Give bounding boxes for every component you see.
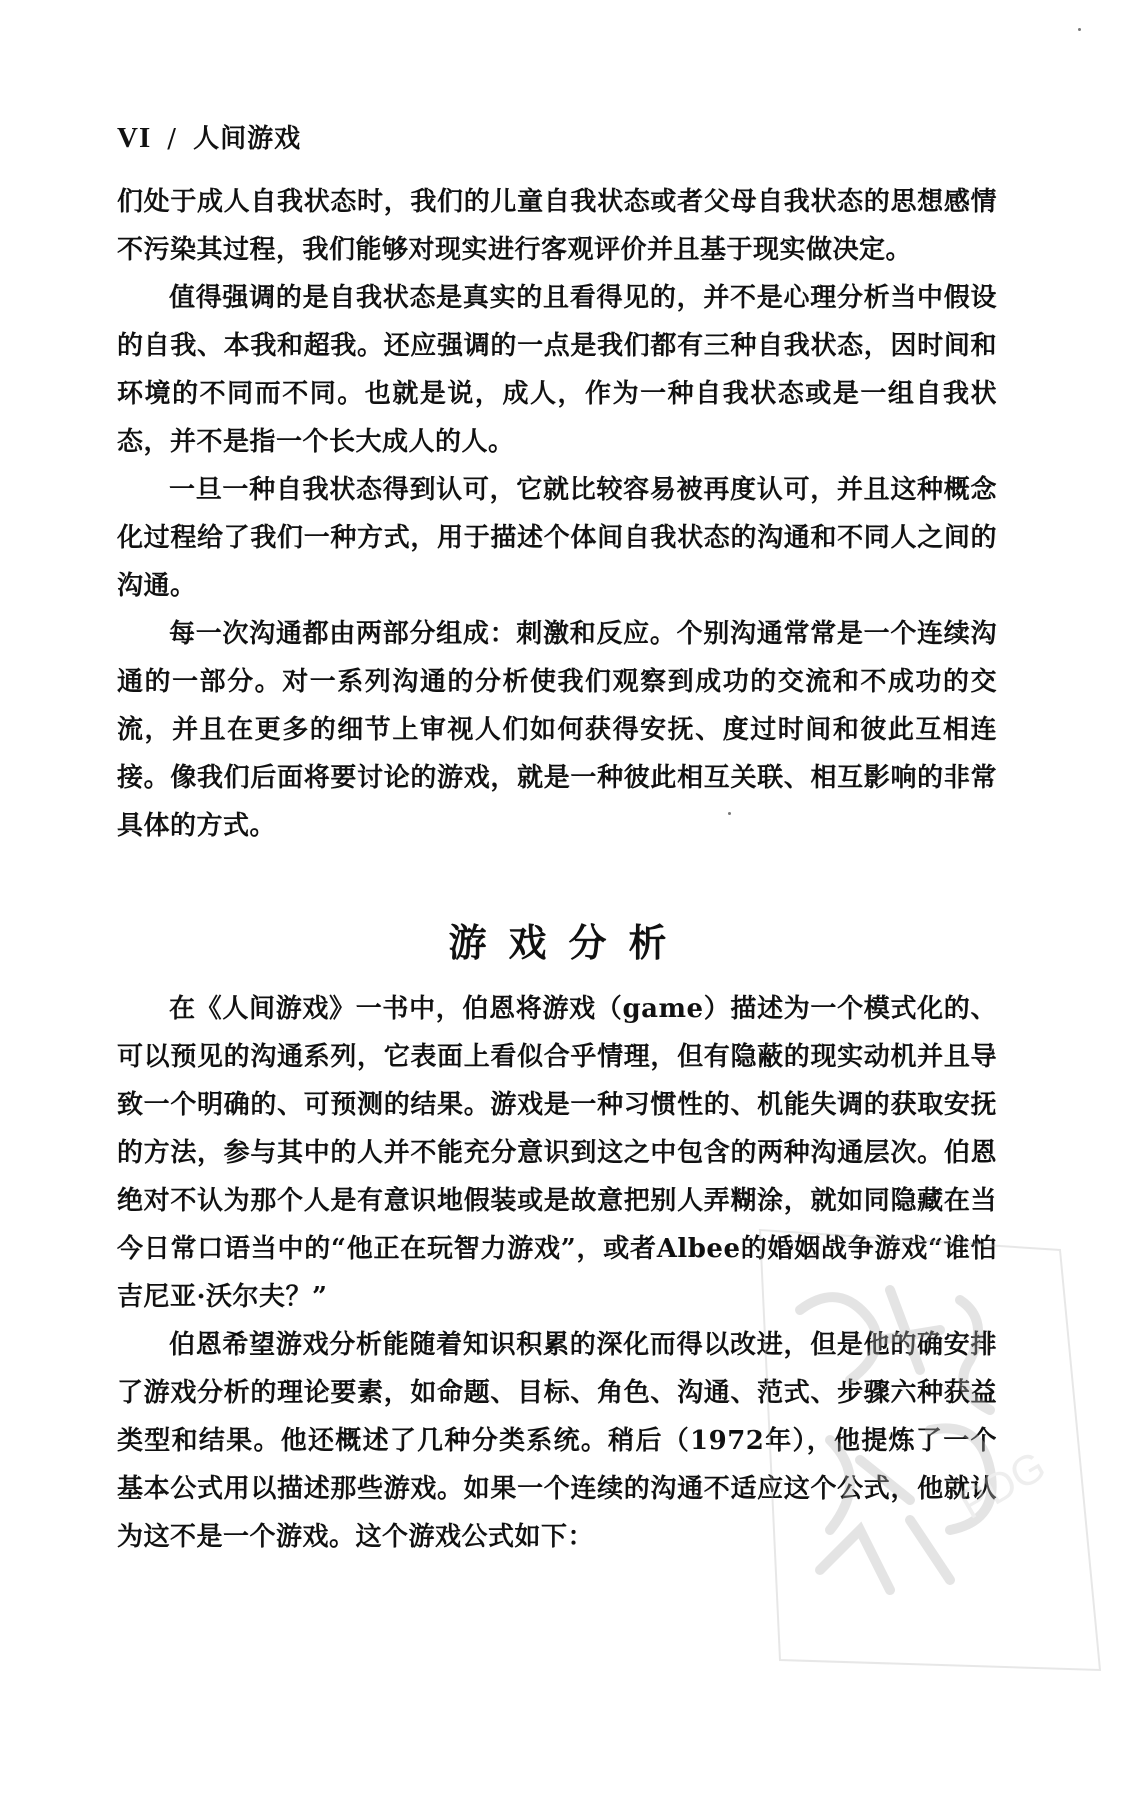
- paragraph: 伯恩希望游戏分析能随着知识积累的深化而得以改进，但是他的确安排了游戏分析的理论要素，如命题、目标、角色、沟通、范式、步骤六种获益类型和结果。他还概述了几种分类系统。稍后（1972年），他提炼了一个基本公式用以描述那些游戏。如果一个连续的沟通不适应这个公式，他就认为这不是一个游戏。这个游戏公式如下：: [117, 1330, 997, 1552]
- paragraph: 们处于成人自我状态时，我们的儿童自我状态或者父母自我状态的思想感情不污染其过程，我们能够对现实进行客观评价并且基于现实做决定。: [117, 187, 997, 265]
- book-title: 人间游戏: [193, 124, 302, 154]
- watermark-letters: PDG: [951, 1441, 1054, 1528]
- scan-speck: [728, 812, 731, 815]
- paragraph: 一旦一种自我状态得到认可，它就比较容易被再度认可，并且这种概念化过程给了我们一种方式，用于描述个体间自我状态的沟通和不同人之间的沟通。: [117, 475, 997, 601]
- library-watermark-stamp: [720, 1190, 1120, 1690]
- scan-speck: [1078, 28, 1081, 31]
- section-heading: 游戏分析: [448, 920, 689, 965]
- page-number: VI: [117, 122, 152, 154]
- paragraph: 每一次沟通都由两部分组成：刺激和反应。个别沟通常常是一个连续沟通的一部分。对一系列沟通的分析使我们观察到成功的交流和不成功的交流，并且在更多的细节上审视人们如何获得安抚、度过时间和彼此互相连接。像我们后面将要讨论的游戏，就是一种彼此相互关联、相互影响的非常具体的方式。: [117, 619, 997, 841]
- header-separator: /: [167, 124, 178, 154]
- body-text-section-1: [117, 178, 997, 850]
- paragraph: 在《人间游戏》一书中，伯恩将游戏（game）描述为一个模式化的、可以预见的沟通系列，它表面上看似合乎情理，但有隐蔽的现实动机并且导致一个明确的、可预测的结果。游戏是一种习惯性的、机能失调的获取安抚的方法，参与其中的人并不能充分意识到这之中包含的两种沟通层次。伯恩绝对不认为那个人是有意识地假装或是故意把别人弄糊涂，就如同隐藏在当今日常口语当中的“他正在玩智力游戏”，或者Albee的婚姻战争游戏“谁怕吉尼亚·沃尔夫？”: [117, 994, 997, 1312]
- paragraph: 值得强调的是自我状态是真实的且看得见的，并不是心理分析当中假设的自我、本我和超我。还应强调的一点是我们都有三种自我状态，因时间和环境的不同而不同。也就是说，成人，作为一种自我状态或是一组自我状态，并不是指一个长大成人的人。: [117, 283, 997, 457]
- running-header: [117, 118, 301, 155]
